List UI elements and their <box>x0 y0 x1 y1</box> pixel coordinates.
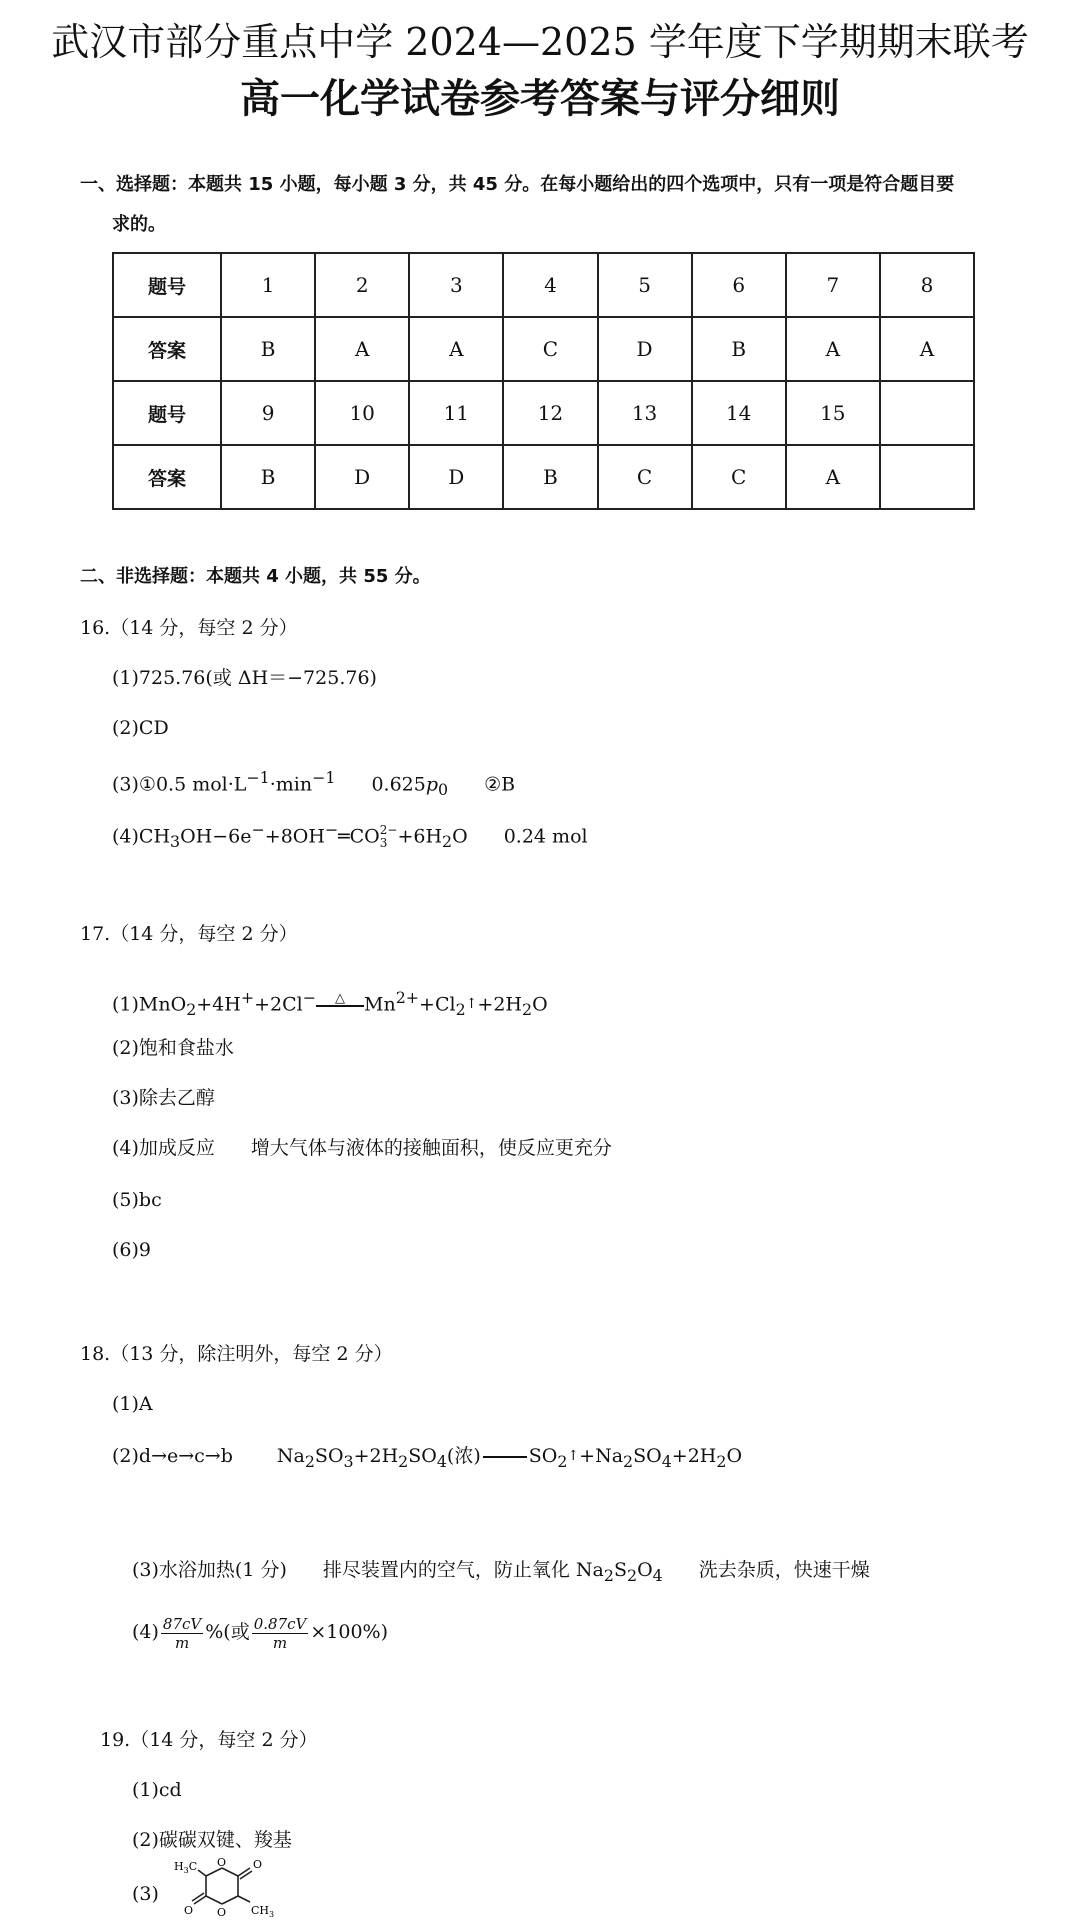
formula-part: +Na <box>579 1445 624 1467</box>
table-cell: 7 <box>786 253 880 317</box>
table-row-head: 答案 <box>113 317 221 381</box>
formula-part: +2Cl <box>254 993 303 1016</box>
table-cell: 13 <box>598 381 692 445</box>
q17-answer-6: (6)9 <box>112 1239 152 1261</box>
table-row-head: 题号 <box>113 381 221 445</box>
table-cell: 1 <box>221 253 315 317</box>
formula-part: SO <box>314 1445 344 1467</box>
table-row <box>113 445 974 509</box>
superscript: 2− <box>379 823 398 838</box>
formula-part: +6H <box>397 825 443 848</box>
q18-answer-4 <box>132 1612 388 1652</box>
section2-title: 二、非选择题：本题共 4 小题，共 55 分。 <box>80 566 431 587</box>
q18-a4-text: %(或 <box>205 1621 250 1643</box>
q16-a3-text: 0.625 <box>371 773 426 796</box>
subscript: 4 <box>652 1565 663 1585</box>
fraction-denominator: m <box>174 1633 190 1652</box>
q18-answer-1: (1)A <box>112 1393 153 1415</box>
superscript: − <box>302 988 316 1007</box>
subscript: 3 <box>343 1451 354 1471</box>
fraction <box>252 1615 309 1652</box>
subscript: 2 <box>716 1451 727 1471</box>
table-cell <box>880 445 974 509</box>
formula-part: (1)MnO <box>112 993 187 1016</box>
table-cell: 14 <box>692 381 786 445</box>
fraction-numerator: 87cV <box>162 1614 202 1633</box>
table-cell: A <box>786 317 880 381</box>
table-cell: 10 <box>315 381 409 445</box>
formula-part: O <box>452 825 468 848</box>
q17-answer-4 <box>112 1134 612 1162</box>
q16-answer-2: (2)CD <box>112 717 169 739</box>
q18-a3-text: 排尽装置内的空气，防止氧化 Na <box>322 1559 604 1581</box>
table-cell: B <box>503 445 597 509</box>
formula-part: +4H <box>196 993 241 1016</box>
q17-answer-2: (2)饱和食盐水 <box>112 1037 234 1059</box>
formula-part: 0.24 mol <box>503 825 588 848</box>
fraction-denominator: m <box>272 1633 288 1652</box>
sub-sup-stack <box>380 824 398 850</box>
table-cell: 5 <box>598 253 692 317</box>
q19-answer-2: (2)碳碳双键、羧基 <box>132 1829 292 1851</box>
heat-condition-symbol: △ <box>335 991 345 1007</box>
q16-a3-text: ②B <box>484 773 516 796</box>
table-row-head: 答案 <box>113 445 221 509</box>
superscript: 2+ <box>395 988 420 1007</box>
formula-part: (2)d→e→c→b <box>112 1445 233 1467</box>
q16-answer-3 <box>112 764 515 804</box>
formula-part: +2H <box>477 993 522 1016</box>
table-cell: B <box>221 317 315 381</box>
table-cell: A <box>315 317 409 381</box>
formula-part: O <box>637 1559 653 1581</box>
formula-part: Mn <box>364 993 396 1016</box>
subscript: 4 <box>661 1451 672 1471</box>
q17-a4-text: 增大气体与液体的接触面积，使反应更充分 <box>250 1137 612 1159</box>
q17-heading: 17.（14 分，每空 2 分） <box>80 923 298 945</box>
subscript: 2 <box>521 1000 533 1020</box>
table-cell: 4 <box>503 253 597 317</box>
formula-part: (浓) <box>446 1445 481 1467</box>
formula-part: OH−6e <box>180 825 252 848</box>
table-cell: C <box>598 445 692 509</box>
exam-header-title: 武汉市部分重点中学 2024—2025 学年度下学期期末联考 <box>51 20 1029 64</box>
subscript: 2 <box>603 1565 614 1585</box>
q18-a3-text: 洗去杂质，快速干燥 <box>698 1559 870 1581</box>
table-cell: 11 <box>409 381 503 445</box>
table-row <box>113 253 974 317</box>
section1-title-line1: 一、选择题：本题共 15 小题，每小题 3 分，共 45 分。在每小题给出的四个选项中，只有一项是符合题目要 <box>80 174 955 195</box>
gas-arrow-icon: ↑ <box>567 1448 580 1464</box>
q17-answer-3: (3)除去乙醇 <box>112 1087 215 1109</box>
carbonyl-oxygen-left: O <box>184 1904 194 1917</box>
carbonyl-oxygen-right: O <box>253 1858 263 1871</box>
gas-arrow-icon: ↑ <box>465 996 478 1013</box>
table-cell: B <box>692 317 786 381</box>
formula-part: +2H <box>353 1445 399 1467</box>
table-cell: A <box>880 317 974 381</box>
q17-a4-text: (4)加成反应 <box>112 1137 215 1159</box>
q18-a4-text: (4) <box>132 1621 159 1643</box>
page-title: 高一化学试卷参考答案与评分细则 <box>240 76 840 122</box>
q19-heading: 19.（14 分，每空 2 分） <box>100 1729 318 1751</box>
table-cell: B <box>221 445 315 509</box>
superscript: −1 <box>312 768 336 787</box>
subscript: 2 <box>304 1451 315 1471</box>
formula-part: SO <box>633 1445 662 1467</box>
subscript: 2 <box>557 1451 568 1471</box>
choice-answer-table <box>112 252 975 510</box>
table-cell <box>880 381 974 445</box>
table-cell: 6 <box>692 253 786 317</box>
q18-a3-text: (3)水浴加热(1 分) <box>132 1559 287 1581</box>
table-cell: 9 <box>221 381 315 445</box>
q16-answer-1: (1)725.76(或 ΔH＝−725.76) <box>112 667 377 689</box>
subscript: 4 <box>436 1451 447 1471</box>
pressure-symbol: p <box>425 773 439 796</box>
table-cell: C <box>692 445 786 509</box>
q17-answer-5: (5)bc <box>112 1189 162 1211</box>
formula-part: SO <box>408 1445 437 1467</box>
heating-reaction-arrow <box>316 991 364 1015</box>
q18-answer-2 <box>112 1442 742 1476</box>
subscript: 2 <box>398 1451 409 1471</box>
q19-answer-3-label: (3) <box>132 1883 159 1905</box>
formula-part: +Cl <box>419 993 456 1016</box>
table-cell: D <box>598 317 692 381</box>
table-cell: 2 <box>315 253 409 317</box>
formula-part: O <box>726 1445 743 1467</box>
formula-part: SO <box>528 1445 558 1467</box>
section1-title-line2: 求的。 <box>112 214 166 235</box>
subscript: 2 <box>455 1000 466 1020</box>
q16-a3-text: ·min <box>269 773 313 796</box>
formula-part: Na <box>276 1445 305 1467</box>
formula-part: +8OH <box>264 825 325 848</box>
table-cell: A <box>786 445 880 509</box>
table-row-head: 题号 <box>113 253 221 317</box>
superscript: + <box>240 988 255 1007</box>
superscript: − <box>324 820 339 839</box>
formula-part: +2H <box>671 1445 717 1467</box>
table-cell: 12 <box>503 381 597 445</box>
table-row <box>113 317 974 381</box>
superscript: − <box>251 820 265 839</box>
q17-answer-1 <box>112 984 548 1024</box>
q19-answer-1: (1)cd <box>132 1779 182 1801</box>
formula-part: O <box>532 993 548 1016</box>
table-cell: D <box>409 445 503 509</box>
ring-oxygen-bottom: O <box>217 1906 227 1919</box>
q18-answer-3 <box>132 1556 870 1590</box>
fraction-numerator: 0.87cV <box>253 1614 307 1633</box>
subscript: 3 <box>379 836 388 851</box>
table-cell: 15 <box>786 381 880 445</box>
formula-part: ═CO <box>338 825 380 848</box>
ring-oxygen-top: O <box>217 1856 227 1869</box>
lactide-structure-diagram <box>160 1856 290 1927</box>
subscript: 0 <box>438 780 449 800</box>
fraction <box>161 1615 203 1652</box>
table-cell: D <box>315 445 409 509</box>
methyl-label-right: $CH_3$ <box>251 1904 275 1919</box>
table-cell: C <box>503 317 597 381</box>
table-cell: A <box>409 317 503 381</box>
q16-answer-4 <box>112 816 588 856</box>
table-row <box>113 381 974 445</box>
q16-heading: 16.（14 分，每空 2 分） <box>80 617 298 639</box>
q18-heading: 18.（13 分，除注明外，每空 2 分） <box>80 1343 393 1365</box>
reaction-line <box>483 1456 527 1458</box>
formula-part: S <box>613 1559 627 1581</box>
superscript: −1 <box>246 768 270 787</box>
subscript: 2 <box>623 1451 634 1471</box>
subscript: 2 <box>442 832 453 852</box>
table-cell: 3 <box>409 253 503 317</box>
q18-a4-text: ×100%) <box>310 1621 389 1643</box>
table-cell: 8 <box>880 253 974 317</box>
subscript: 2 <box>186 1000 197 1020</box>
subscript: 3 <box>170 832 181 852</box>
methyl-label-left: $H_3C$ <box>174 1860 198 1875</box>
q16-a3-text: (3)①0.5 mol·L <box>112 773 247 796</box>
formula-part: (4)CH <box>112 825 171 848</box>
subscript: 2 <box>626 1565 638 1585</box>
